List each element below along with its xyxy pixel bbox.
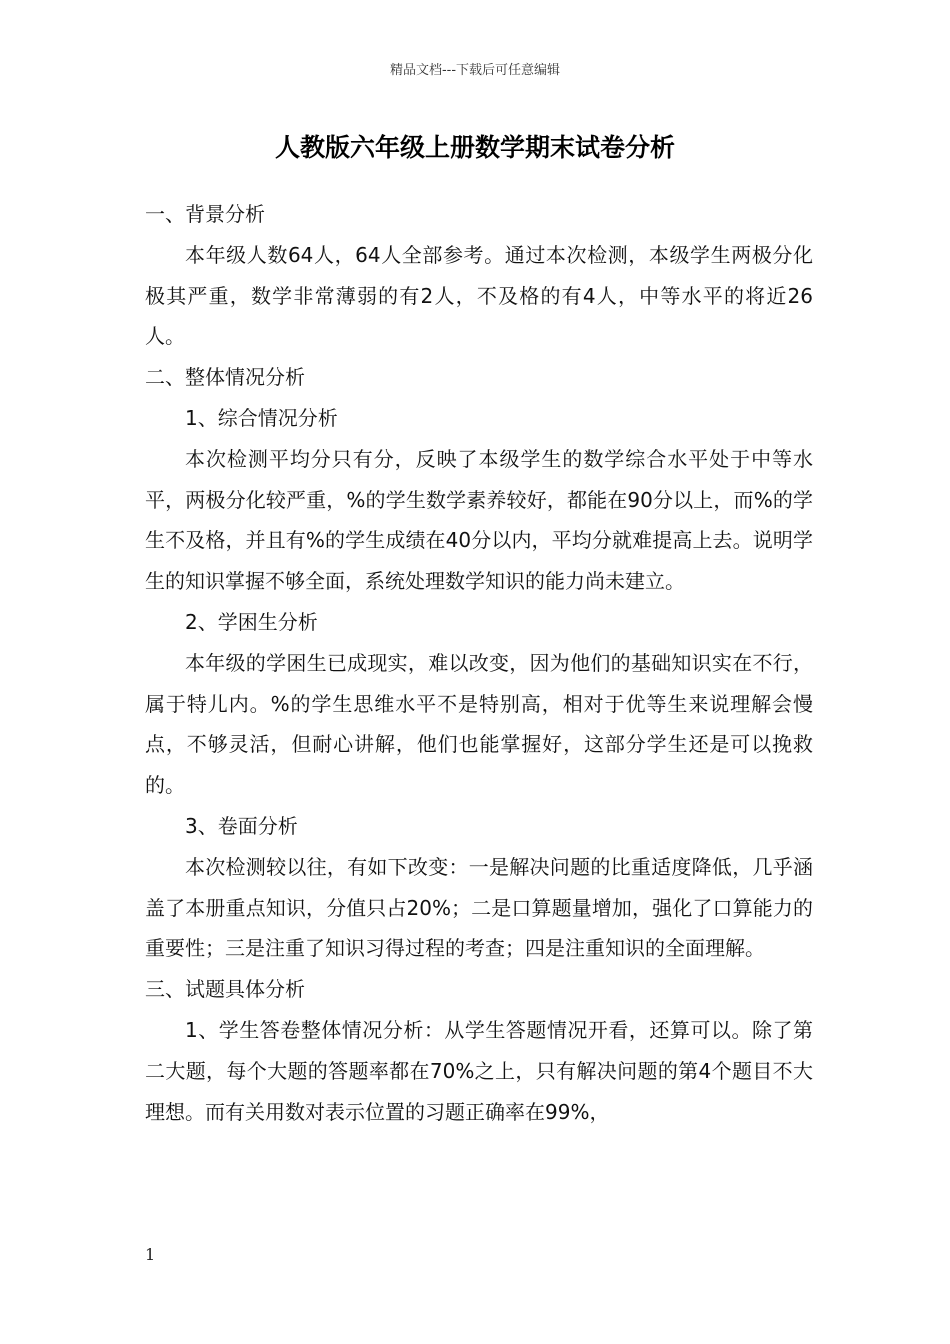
body-paragraph: 1、学生答卷整体情况分析：从学生答题情况开看，还算可以。除了第二大题，每个大题的答题率都在70%之上，只有解决问题的第4个题目不大理想。而有关用数对表示位置的习题正确率在99%， xyxy=(145,1017,813,1124)
subsection-heading: 1、综合情况分析 xyxy=(185,405,338,430)
section-heading: 一、背景分析 xyxy=(145,202,265,226)
document-body xyxy=(145,194,813,1132)
body-paragraph: 本次检测较以往，有如下改变：一是解决问题的比重适度降低，几乎涵盖了本册重点知识，分值只占20%；二是口算题量增加，强化了口算能力的重要性；三是注重了知识习得过程的考查；四是注重知识的全面理解。 xyxy=(145,854,813,961)
section-heading: 二、整体情况分析 xyxy=(145,365,305,390)
section-heading: 三、试题具体分析 xyxy=(145,977,305,1002)
page-header: 精品文档---下载后可任意编辑 xyxy=(389,63,561,78)
body-paragraph: 本次检测平均分只有分，反映了本级学生的数学综合水平处于中等水平，两极分化较严重，%的学生数学素养较好，都能在90分以上，而%的学生不及格，并且有%的学生成绩在40分以内，平均分就难提高上去。说明学生的知识掌握不够全面，系统处理数学知识的能力尚未建立。 xyxy=(145,446,813,594)
body-paragraph: 本年级人数64人，64人全部参考。通过本次检测，本级学生两极分化极其严重，数学非常薄弱的有2人，不及格的有4人，中等水平的将近26人。 xyxy=(145,242,813,349)
page-number: 1 xyxy=(145,1245,156,1264)
body-paragraph: 本年级的学困生已成现实，难以改变，因为他们的基础知识实在不行，属于特儿内。%的学生思维水平不是特别高，相对于优等生来说理解会慢点，不够灵活，但耐心讲解，他们也能掌握好，这部分学生还是可以挽救的。 xyxy=(145,650,813,798)
subsection-heading: 3、卷面分析 xyxy=(185,813,298,838)
subsection-heading: 2、学困生分析 xyxy=(185,609,318,634)
document-title: 人教版六年级上册数学期末试卷分析 xyxy=(274,133,675,162)
